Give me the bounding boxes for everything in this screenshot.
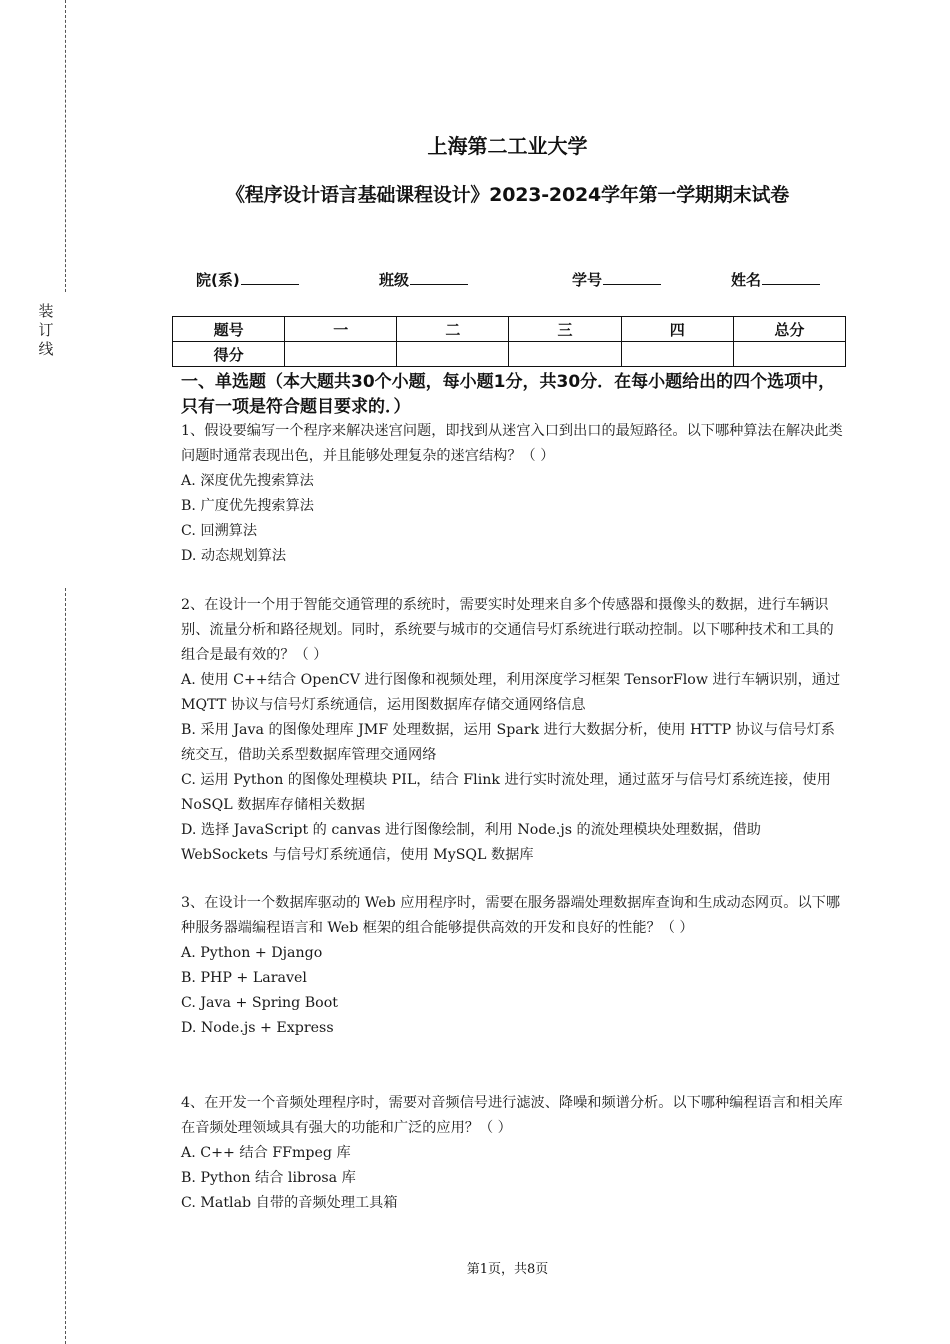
binding-char: 装	[38, 302, 54, 320]
dept-field	[196, 269, 299, 290]
question-option: D. 动态规划算法	[181, 548, 287, 564]
page-number: 第1页，共8页	[466, 1262, 549, 1277]
student-id-blank	[603, 270, 661, 285]
score-header-cell: 一	[285, 317, 397, 342]
name-field	[731, 269, 820, 290]
score-cell	[621, 342, 733, 367]
score-header-cell: 题号	[173, 317, 285, 342]
score-table-header-row	[173, 317, 846, 342]
question-option: D. 选择 JavaScript 的 canvas 进行图像绘制，利用 Node.js 的流处理模块处理数据，借助 WebSockets 与信号灯系统通信，使用 MySQL 数据库	[181, 822, 761, 863]
question-4	[181, 1091, 846, 1216]
score-header-cell: 总分	[733, 317, 845, 342]
question-option: C. 回溯算法	[181, 523, 258, 539]
question-option: C. Matlab 自带的音频处理工具箱	[181, 1195, 398, 1211]
question-option: A. 使用 C++结合 OpenCV 进行图像和视频处理，利用深度学习框架 TensorFlow 进行车辆识别，通过 MQTT 协议与信号灯系统通信，运用图数据库存储交通网络信息	[181, 672, 841, 713]
binding-char: 线	[38, 340, 54, 358]
score-cell	[397, 342, 509, 367]
score-cell	[285, 342, 397, 367]
question-3	[181, 891, 846, 1041]
section-heading: 一、单选题（本大题共30个小题，每小题1分，共30分．在每小题给出的四个选项中，只有一项是符合题目要求的．）	[181, 372, 836, 417]
question-option: B. Python 结合 librosa 库	[181, 1170, 356, 1186]
question-option: A. 深度优先搜索算法	[181, 473, 314, 489]
class-label: 班级	[379, 271, 410, 289]
student-id-field	[572, 269, 661, 290]
exam-title: 《程序设计语言基础课程设计》2023-2024学年第一学期期末试卷	[225, 184, 790, 206]
question-option: D. Node.js + Express	[181, 1020, 334, 1036]
question-option: C. Java + Spring Boot	[181, 995, 338, 1011]
score-row-label: 得分	[173, 342, 285, 367]
question-option: B. PHP + Laravel	[181, 970, 307, 986]
name-label: 姓名	[731, 271, 762, 289]
question-stem: 1、假设要编写一个程序来解决迷宫问题，即找到从迷宫入口到出口的最短路径。以下哪种算法在解决此类问题时通常表现出色，并且能够处理复杂的迷宫结构？（ ）	[181, 423, 843, 464]
score-header-cell: 二	[397, 317, 509, 342]
binding-label	[36, 302, 56, 359]
class-field	[379, 269, 468, 290]
university-title: 上海第二工业大学	[427, 134, 588, 158]
name-blank	[762, 270, 820, 285]
score-header-cell: 三	[509, 317, 621, 342]
question-option: A. C++ 结合 FFmpeg 库	[181, 1145, 351, 1161]
class-blank	[410, 270, 468, 285]
dept-blank	[241, 270, 299, 285]
question-option: C. 运用 Python 的图像处理模块 PIL，结合 Flink 进行实时流处理，通过蓝牙与信号灯系统连接，使用 NoSQL 数据库存储相关数据	[181, 772, 831, 813]
question-2	[181, 593, 846, 868]
question-stem: 3、在设计一个数据库驱动的 Web 应用程序时，需要在服务器端处理数据库查询和生成动态网页。以下哪种服务器端编程语言和 Web 框架的组合能够提供高效的开发和良好的性能？（ ）	[181, 895, 841, 936]
question-stem: 4、在开发一个音频处理程序时，需要对音频信号进行滤波、降噪和频谱分析。以下哪种编程语言和相关库在音频处理领域具有强大的功能和广泛的应用？（ ）	[181, 1095, 843, 1136]
question-1	[181, 419, 846, 569]
question-option: B. 广度优先搜索算法	[181, 498, 314, 514]
question-option: A. Python + Django	[181, 945, 323, 961]
question-stem: 2、在设计一个用于智能交通管理的系统时，需要实时处理来自多个传感器和摄像头的数据，进行车辆识别、流量分析和路径规划。同时，系统要与城市的交通信号灯系统进行联动控制。以下哪种技术和工具的组合是最有效的？（ ）	[181, 597, 834, 663]
score-cell	[733, 342, 845, 367]
score-header-cell: 四	[621, 317, 733, 342]
score-table-score-row	[173, 342, 846, 367]
binding-line-bottom	[65, 588, 66, 1344]
question-option: B. 采用 Java 的图像处理库 JMF 处理数据，运用 Spark 进行大数据分析，使用 HTTP 协议与信号灯系统交互，借助关系型数据库管理交通网络	[181, 722, 835, 763]
binding-char: 订	[38, 321, 54, 339]
score-cell	[509, 342, 621, 367]
student-id-label: 学号	[572, 271, 603, 289]
score-table	[172, 316, 846, 367]
dept-label: 院(系)	[196, 271, 240, 289]
